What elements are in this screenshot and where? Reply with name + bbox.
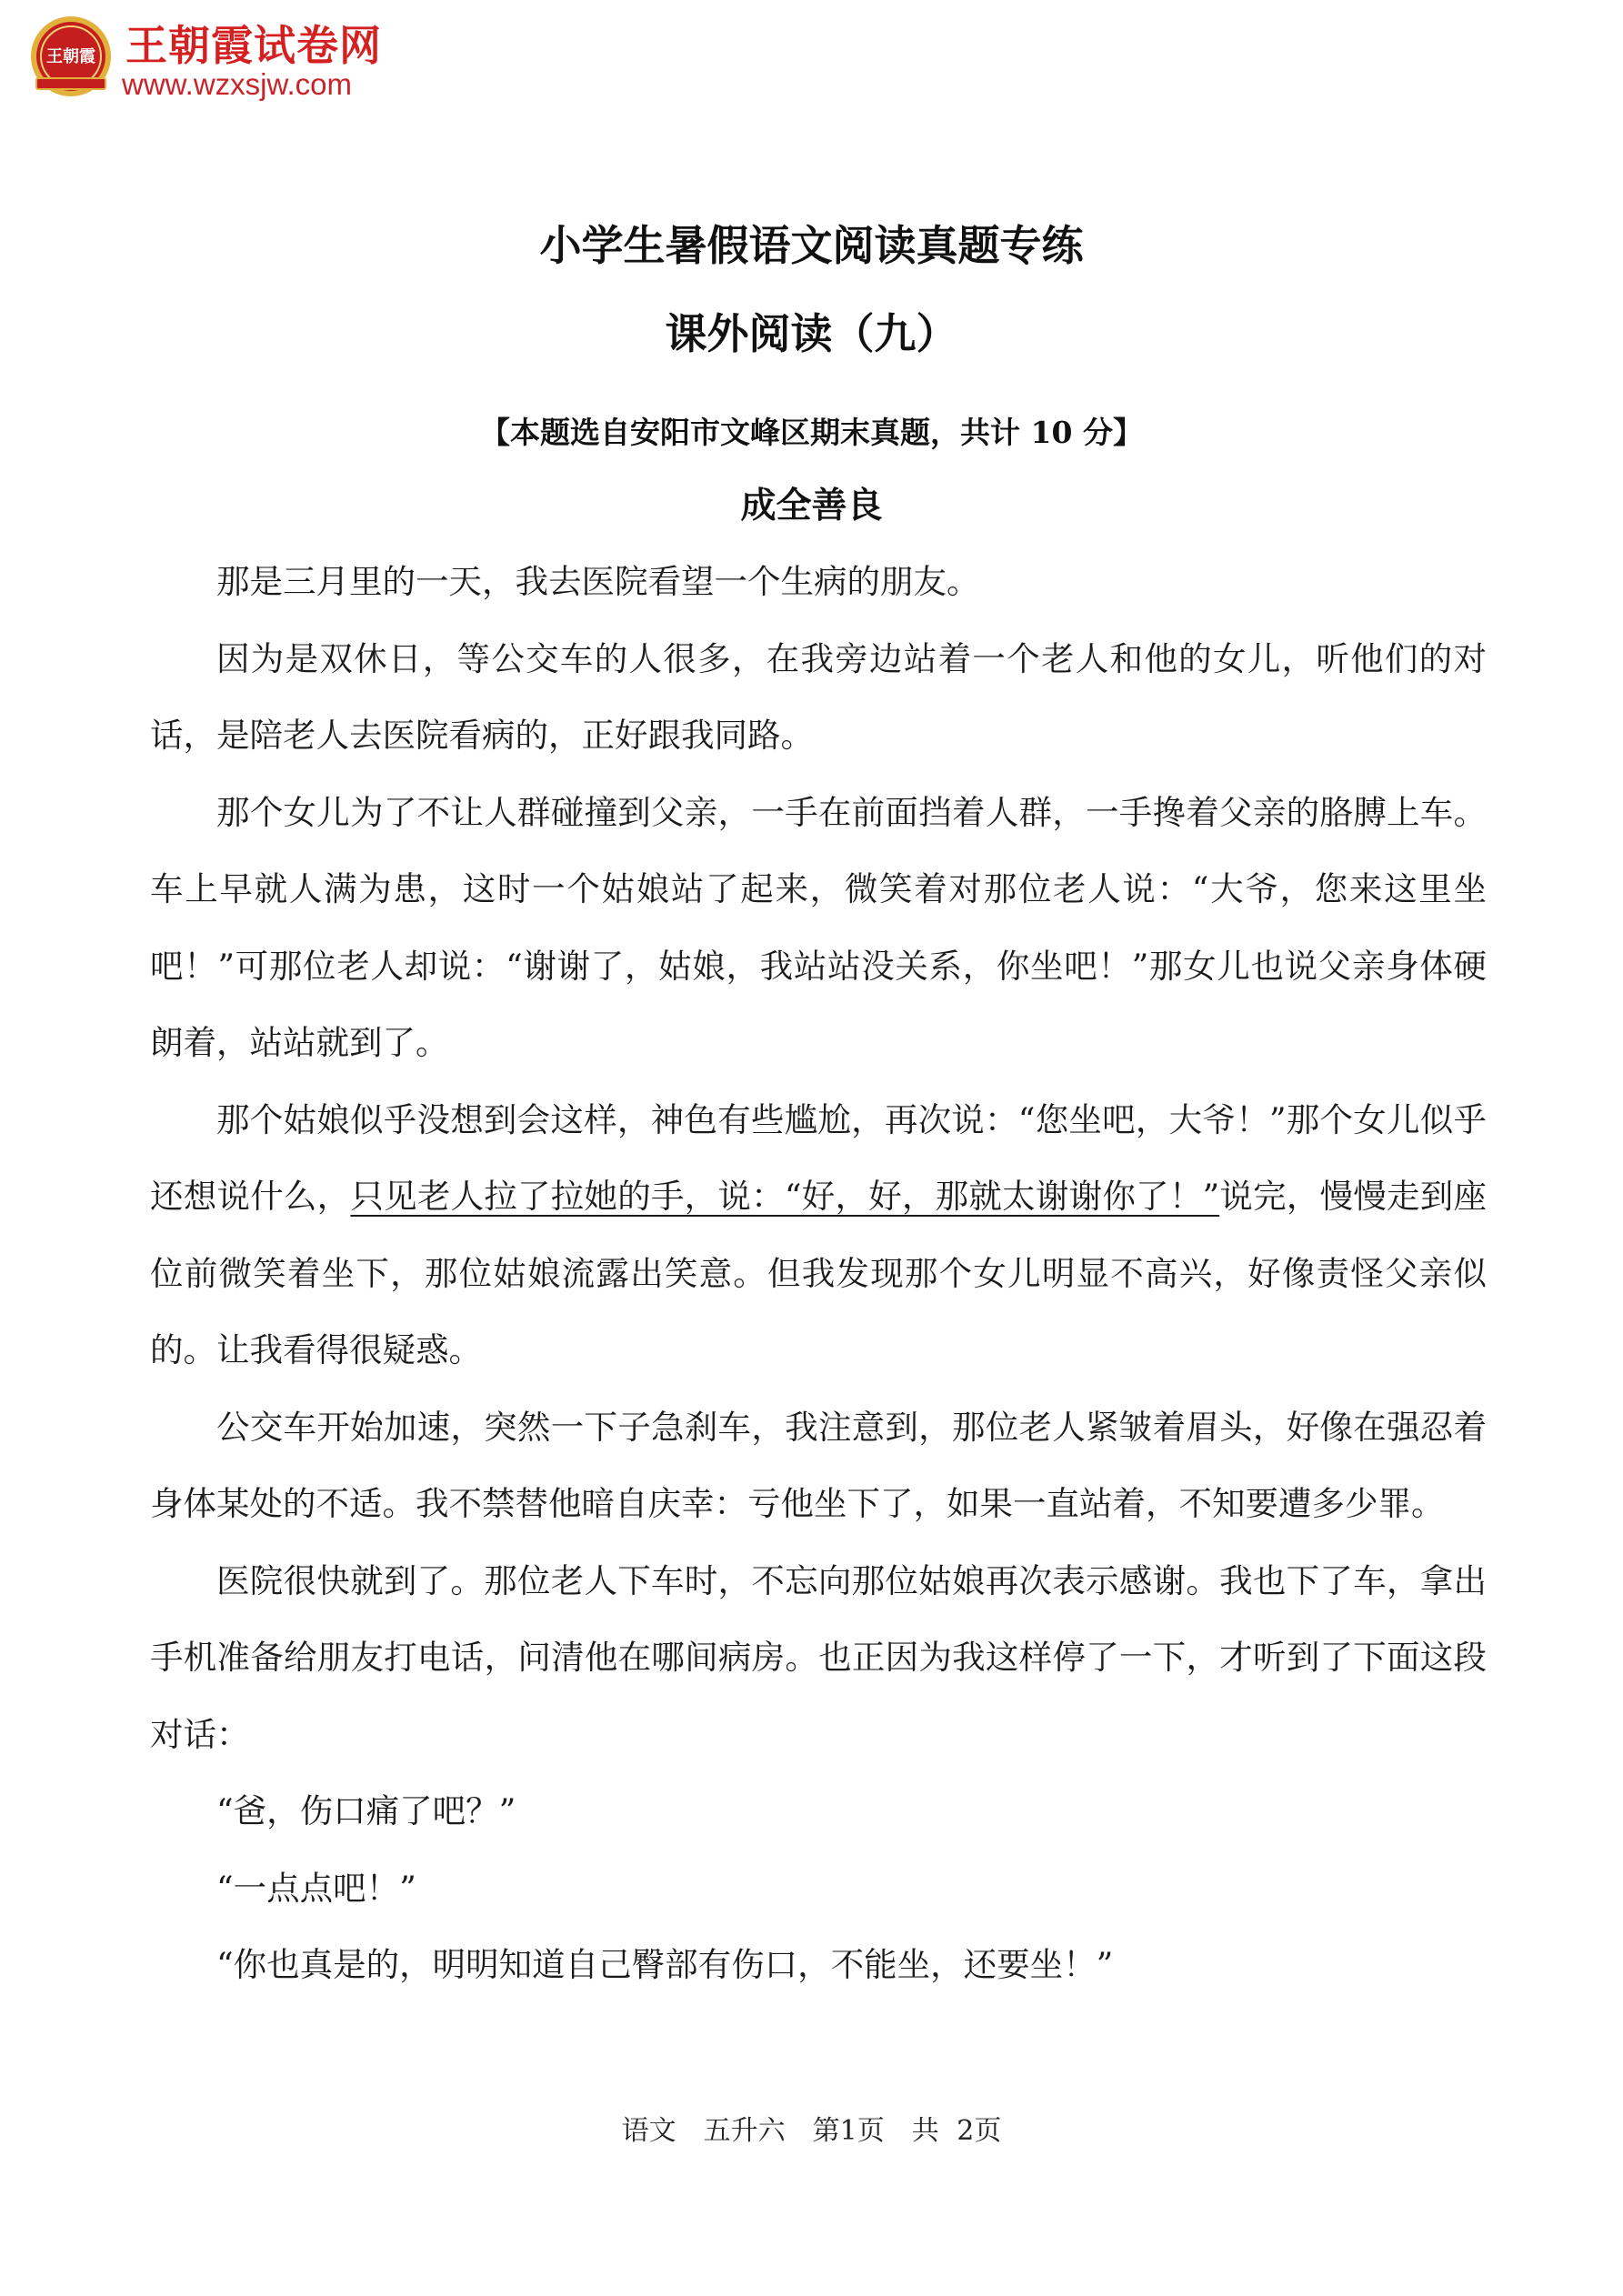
paragraph-1: 那是三月里的一天，我去医院看望一个生病的朋友。 [216, 562, 980, 601]
reading-passage [150, 544, 1487, 2004]
source-note: 【本题选自安阳市文峰区期末真题，共计 10 分】 [480, 415, 1143, 450]
paragraph-7: “爸，伤口痛了吧？” [216, 1791, 516, 1830]
page-subtitle: 课外阅读（九） [665, 309, 958, 358]
paragraph-9: “你也真是的，明明知道自己臀部有伤口，不能坐，还要坐！” [216, 1945, 1114, 1984]
paragraph-3: 那个女儿为了不让人群碰撞到父亲，一手在前面挡着人群，一手搀着父亲的胳膊上车。车上早就人满为患，这时一个姑娘站了起来，微笑着对那位老人说：“大爷，您来这里坐吧！”可那位老人却说：“谢谢了，姑娘，我站站没关系，你坐吧！”那女儿也说父亲身体硬朗着，站站就到了。 [150, 792, 1487, 1062]
page-title: 小学生暑假语文阅读真题专练 [539, 221, 1084, 270]
brand-seal-logo [27, 13, 115, 100]
page-footer: 语文 五升六 第1页 共 2页 [621, 2115, 1002, 2147]
paragraph-6: 医院很快就到了。那位老人下车时，不忘向那位姑娘再次表示感谢。我也下了车，拿出手机准备给朋友打电话，问清他在哪间病房。也正因为我这样停了一下，才听到了下面这段对话： [150, 1560, 1487, 1754]
paragraph-4-lead: 那个姑娘似乎没想到会这样，神色有些尴尬，再次说：“您坐吧，大爷！”那个女儿似乎还想说什么， [150, 1099, 1487, 1216]
brand-name[interactable]: 王朝霞试卷网 [125, 21, 382, 70]
paragraph-8: “一点点吧！” [216, 1868, 416, 1908]
paragraph-4-tail: 说完，慢慢走到座位前微笑着坐下，那位姑娘流露出笑意。但我发现那个女儿明显不高兴，好像责怪父亲似的。让我看得很疑惑。 [150, 1177, 1488, 1369]
site-header [27, 13, 573, 104]
underlined-sentence: 只见老人拉了拉她的手，说：“好，好，那就太谢谢你了！” [350, 1177, 1220, 1216]
story-title: 成全善良 [740, 486, 883, 526]
paragraph-5: 公交车开始加速，突然一下子急刹车，我注意到，那位老人紧皱着眉头，好像在强忍着身体某处的不适。我不禁替他暗自庆幸：亏他坐下了，如果一直站着，不知要遭多少罪。 [150, 1407, 1487, 1523]
paragraph-4 [150, 1082, 1487, 1389]
paragraph-2: 因为是双休日，等公交车的人很多，在我旁边站着一个老人和他的女儿，听他们的对话，是陪老人去医院看病的，正好跟我同路。 [150, 638, 1487, 755]
svg-text:王朝霞: 王朝霞 [46, 47, 95, 66]
brand-url-link[interactable]: www.wzxsjw.com [122, 67, 353, 101]
